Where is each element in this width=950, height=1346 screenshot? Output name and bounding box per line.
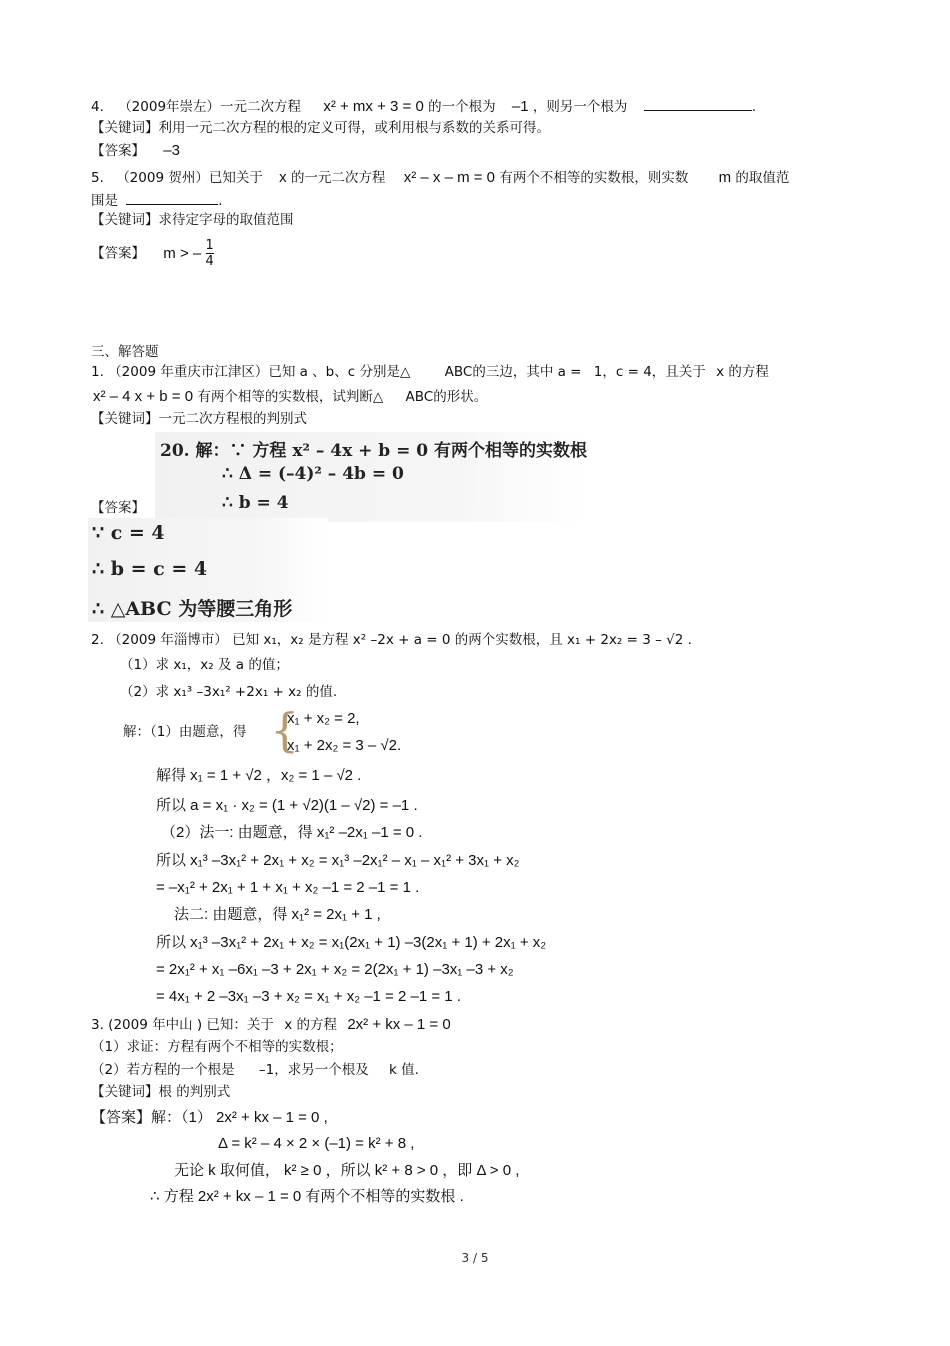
p1-answer-label: 【答案】 [91,500,145,516]
p3-question-2 [91,1061,419,1079]
q5-fraction-numerator: 1 [205,238,214,253]
q5-line2-text: 围是 [91,193,118,209]
p1-scan-line-3: ∴ b = 4 [222,493,289,513]
q4-source: （2009年崇左）一元二次方程 [118,99,302,115]
q5-answer-line [91,238,214,269]
q5-text-tail: 有两个不相等的实数根，则实数 [499,170,689,186]
p3-heading [91,1016,451,1034]
q5-line [91,169,789,187]
q5-source: （2009 贺州）已知关于 [116,170,263,186]
p3-question-2-a: （2）若方程的一个根是 [91,1062,235,1078]
p2-system-eq-2: x₁ + 2x₂ = 3 – √2. [287,737,402,754]
q4-equation: x² + mx + 3 = 0 [323,98,424,115]
p2-system-brace: { [270,703,300,757]
q5-answer-lhs: m > – [163,244,202,262]
p2-question-1: （1）求 x₁，x₂ 及 a 的值； [120,657,289,673]
q4-text-tail: ，则另一个根为 [532,99,628,115]
p2-solution-line-5: = –x₁² + 2x₁ + 1 + x₁ + x₂ –1 = 2 –1 = 1 . [156,879,420,896]
section-heading: 三、解答题 [91,344,159,360]
q5-var-x: x [279,169,287,186]
p3-keyword: 【关键词】根 的判别式 [91,1084,231,1100]
p3-answer-line-3: 无论 k 取何值， k² ≥ 0 ，所以 k² + 8 > 0 ，即 Δ > 0 , [174,1162,520,1179]
p2-solution-intro: 解：（1）由题意，得 [123,724,247,740]
p2-question-2: （2）求 x₁³ –3x₁² +2x₁ + x₂ 的值. [120,684,338,700]
q4-end: . [751,99,756,115]
q4-line [91,96,756,116]
p3-question-1: （1）求证：方程有两个不相等的实数根； [91,1039,343,1055]
q5-line2 [91,190,223,210]
q4-answer: –3 [163,142,180,159]
p2-solution-line-9: = 4x₁ + 2 –3x₁ –3 + x₂ = x₁ + x₂ –1 = 2 –1 = 1 . [156,988,461,1005]
q5-answer-label: 【答案】 [91,245,145,262]
p1-scan-line-4: ∵ c = 4 [92,522,165,544]
q5-number: 5. [91,170,104,186]
q5-text-mid: 的一元二次方程 [290,170,386,186]
p2-solution-line-4: 所以 x₁³ –3x₁² + 2x₁ + x₂ = x₁³ –2x₁² – x₁ – x₁² + 3x₁ + x₂ [156,852,520,869]
q5-end: . [218,193,223,209]
p1-scan-line-1: 20. 解：∵ 方程 x² – 4x + b = 0 有两个相等的实数根 [160,441,588,461]
p3-answer-line-2: Δ = k² – 4 × 2 × (–1) = k² + 8 , [218,1135,415,1152]
p1-text-end: ABC的形状。 [405,389,488,405]
q4-text-mid: 的一个根为 [428,99,496,115]
p3-question-2-c: k 值. [389,1062,419,1078]
q5-fraction-denominator: 4 [205,254,214,269]
q5-keyword: 【关键词】求待定字母的取值范围 [91,212,294,228]
page-number: 3 / 5 [461,1251,489,1265]
p1-scan-line-5: ∴ b = c = 4 [92,558,208,580]
p1-text-b: ABC的三边，其中 a = [444,364,582,380]
p1-keyword: 【关键词】一元二次方程根的判别式 [91,411,307,427]
p1-text-d: x 的方程 [716,364,769,380]
p1-text-a: 1. （2009 年重庆市江津区）已知 a 、b、c 分别是△ [91,364,411,380]
q4-root: –1 [511,98,529,115]
q5-answer-fraction [206,238,214,269]
p3-equation: 2x² + kx – 1 = 0 [347,1016,451,1033]
p3-answer-line-1: 【答案】解：（1） 2x² + kx – 1 = 0 , [91,1109,328,1126]
p2-solution-line-2: 所以 a = x₁ · x₂ = (1 + √2)(1 – √2) = –1 . [156,797,418,814]
p3-heading-var: x 的方程 [284,1017,338,1033]
p2-solution-line-7: 所以 x₁³ –3x₁² + 2x₁ + x₂ = x₁(2x₁ + 1) –3(2x₁ + 1) + 2x₁ + x₂ [156,934,547,951]
q4-keyword: 【关键词】利用一元二次方程的根的定义可得，或利用根与系数的关系可得。 [91,120,550,136]
q5-var-m: m [718,169,732,186]
p2-system-eq-1: x₁ + x₂ = 2, [287,710,360,727]
p2-solution-line-6: 法二: 由题意，得 x₁² = 2x₁ + 1 , [174,906,381,923]
p1-scan-line-2: ∴ Δ = (–4)² – 4b = 0 [222,464,404,484]
p1-line2 [93,388,487,406]
p1-text-c: 1，c = 4，且关于 [593,364,706,380]
p2-solution-line-1: 解得 x₁ = 1 + √2 ，x₂ = 1 – √2 . [156,767,362,784]
p3-answer-line-4: ∴ 方程 2x² + kx – 1 = 0 有两个不相等的实数根 . [150,1188,464,1205]
q5-answer-blank [126,190,218,205]
p1-scan-line-6: ∴ △ABC 为等腰三角形 [92,598,293,620]
q4-answer-blank [644,96,752,111]
p1-equation: x² – 4 x + b = 0 [93,388,194,405]
p3-heading-text: 3. (2009 年中山 ) 已知：关于 [91,1017,274,1033]
p1-line1 [91,363,769,381]
q4-number: 4. [91,99,104,115]
p2-solution-line-8: = 2x₁² + x₁ –6x₁ –3 + 2x₁ + x₂ = 2(2x₁ + 1) –3x₁ –3 + x₂ [156,961,514,978]
p2-heading: 2. （2009 年淄博市） 已知 x₁，x₂ 是方程 x² –2x + a = 0 的两个实数根，且 x₁ + 2x₂ = 3 – √2 . [91,632,692,648]
p1-text-tail: 有两个相等的实数根，试判断△ [197,389,384,405]
q5-equation: x² – x – m = 0 [403,169,496,186]
q4-answer-line [91,142,180,160]
p2-solution-line-3: （2）法一: 由题意，得 x₁² –2x₁ –1 = 0 . [161,824,423,841]
p3-question-2-b: –1，求另一个根及 [258,1062,369,1078]
q5-text-tail2: 的取值范 [735,170,790,186]
q4-answer-label: 【答案】 [91,143,145,159]
